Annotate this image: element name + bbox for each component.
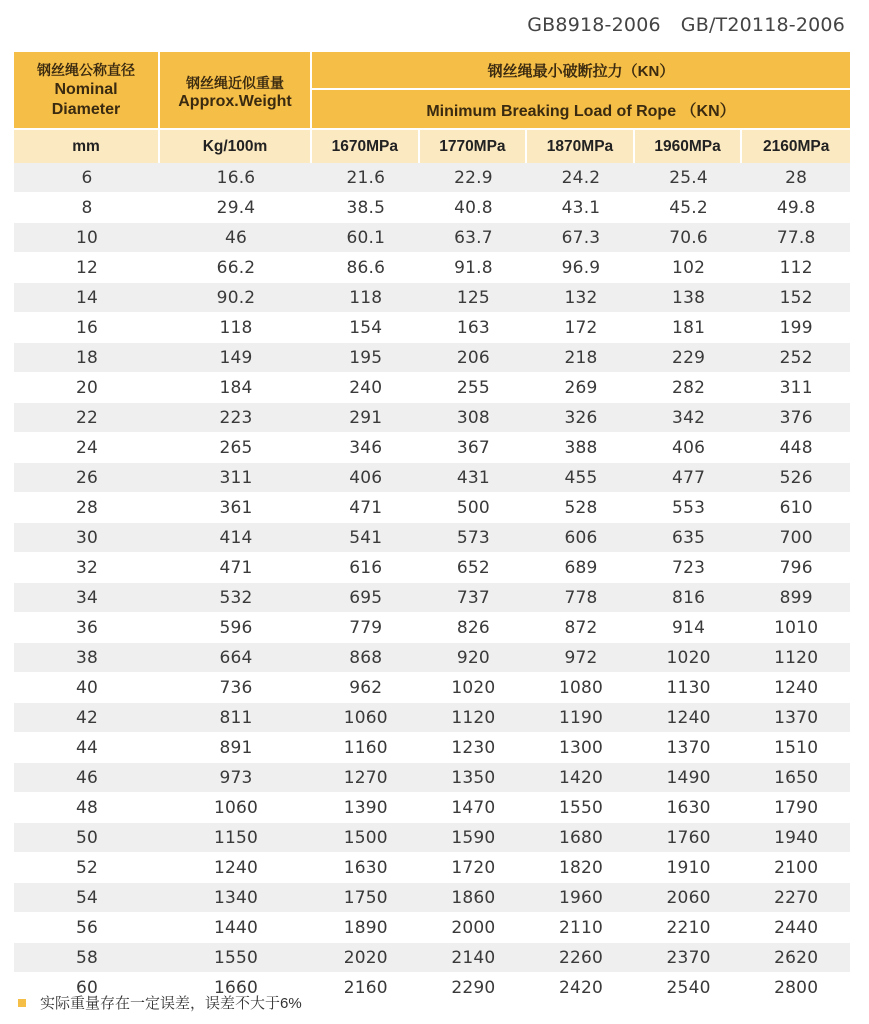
standards-reference: [527, 14, 845, 36]
table-cell: 52: [14, 853, 160, 883]
table-cell: 367: [420, 433, 528, 463]
table-cell: 811: [160, 703, 312, 733]
table-cell: 1910: [635, 853, 743, 883]
table-cell: 361: [160, 493, 312, 523]
table-cell: 2290: [420, 973, 528, 1003]
table-cell: 1340: [160, 883, 312, 913]
table-cell: 282: [635, 373, 743, 403]
table-cell: 21.6: [312, 163, 420, 193]
table-cell: 70.6: [635, 223, 743, 253]
table-cell: 112: [742, 253, 850, 283]
table-cell: 206: [420, 343, 528, 373]
table-cell: 42: [14, 703, 160, 733]
table-cell: 1240: [742, 673, 850, 703]
table-cell: 102: [635, 253, 743, 283]
table-row: [14, 493, 850, 523]
unit-weight: Kg/100m: [160, 130, 312, 163]
table-cell: 60: [14, 973, 160, 1003]
table-cell: 1660: [160, 973, 312, 1003]
table-cell: 91.8: [420, 253, 528, 283]
table-cell: 1300: [527, 733, 635, 763]
table-row: [14, 283, 850, 313]
table-cell: 553: [635, 493, 743, 523]
table-cell: 1120: [742, 643, 850, 673]
table-cell: 1630: [312, 853, 420, 883]
table-cell: 1860: [420, 883, 528, 913]
table-cell: 471: [312, 493, 420, 523]
table-cell: 723: [635, 553, 743, 583]
table-cell: 184: [160, 373, 312, 403]
table-cell: 1490: [635, 763, 743, 793]
table-cell: 2370: [635, 943, 743, 973]
table-cell: 12: [14, 253, 160, 283]
table-cell: 1890: [312, 913, 420, 943]
table-cell: 1160: [312, 733, 420, 763]
table-cell: 154: [312, 313, 420, 343]
table-cell: 90.2: [160, 283, 312, 313]
table-cell: 1960: [527, 883, 635, 913]
table-row: [14, 193, 850, 223]
units-row: [14, 130, 850, 163]
table-cell: 22.9: [420, 163, 528, 193]
table-cell: 1420: [527, 763, 635, 793]
table-cell: 24: [14, 433, 160, 463]
table-cell: 240: [312, 373, 420, 403]
table-cell: 195: [312, 343, 420, 373]
table-cell: 8: [14, 193, 160, 223]
table-cell: 891: [160, 733, 312, 763]
table-cell: 63.7: [420, 223, 528, 253]
standard-gbt20118: GB/T20118-2006: [680, 14, 845, 36]
table-row: [14, 673, 850, 703]
table-row: [14, 463, 850, 493]
table-row: [14, 883, 850, 913]
table-cell: 695: [312, 583, 420, 613]
table-cell: 40: [14, 673, 160, 703]
table-cell: 1820: [527, 853, 635, 883]
table-cell: 60.1: [312, 223, 420, 253]
table-row: [14, 223, 850, 253]
footnote-bullet-icon: [18, 999, 26, 1007]
standard-gb8918: GB8918-2006: [527, 14, 661, 36]
table-cell: 972: [527, 643, 635, 673]
table-row: [14, 643, 850, 673]
table-cell: 779: [312, 613, 420, 643]
table-cell: 2800: [742, 973, 850, 1003]
table-row: [14, 703, 850, 733]
table-cell: 181: [635, 313, 743, 343]
table-cell: 826: [420, 613, 528, 643]
table-cell: 44: [14, 733, 160, 763]
table-cell: 49.8: [742, 193, 850, 223]
table-row: [14, 373, 850, 403]
table-cell: 46: [14, 763, 160, 793]
table-cell: 1680: [527, 823, 635, 853]
table-row: [14, 403, 850, 433]
table-cell: 610: [742, 493, 850, 523]
table-cell: 20: [14, 373, 160, 403]
table-row: [14, 853, 850, 883]
table-body: [14, 163, 850, 1003]
table-cell: 10: [14, 223, 160, 253]
table-cell: 1370: [635, 733, 743, 763]
table-cell: 28: [742, 163, 850, 193]
table-cell: 152: [742, 283, 850, 313]
table-cell: 606: [527, 523, 635, 553]
table-cell: 16: [14, 313, 160, 343]
table-cell: 24.2: [527, 163, 635, 193]
table-cell: 1120: [420, 703, 528, 733]
table-cell: 326: [527, 403, 635, 433]
table-cell: 138: [635, 283, 743, 313]
table-cell: 54: [14, 883, 160, 913]
table-cell: 1150: [160, 823, 312, 853]
table-cell: 2160: [312, 973, 420, 1003]
table-row: [14, 733, 850, 763]
table-cell: 816: [635, 583, 743, 613]
table-cell: 14: [14, 283, 160, 313]
table-cell: 118: [160, 313, 312, 343]
table-cell: 34: [14, 583, 160, 613]
table-cell: 2420: [527, 973, 635, 1003]
unit-1670mpa: 1670MPa: [312, 130, 420, 163]
table-cell: 2440: [742, 913, 850, 943]
table-cell: 2060: [635, 883, 743, 913]
unit-mm: mm: [14, 130, 160, 163]
table-cell: 1720: [420, 853, 528, 883]
table-cell: 1020: [420, 673, 528, 703]
unit-1870mpa: 1870MPa: [527, 130, 635, 163]
table-cell: 541: [312, 523, 420, 553]
table-cell: 218: [527, 343, 635, 373]
table-cell: 477: [635, 463, 743, 493]
table-row: [14, 433, 850, 463]
table-cell: 223: [160, 403, 312, 433]
table-cell: 1470: [420, 793, 528, 823]
header-diameter-zh: 钢丝绳公称直径: [37, 62, 135, 78]
table-cell: 914: [635, 613, 743, 643]
table-cell: 2210: [635, 913, 743, 943]
table-cell: 1440: [160, 913, 312, 943]
table-cell: 118: [312, 283, 420, 313]
table-cell: 1750: [312, 883, 420, 913]
table-cell: 43.1: [527, 193, 635, 223]
unit-1770mpa: 1770MPa: [420, 130, 528, 163]
table-cell: 32: [14, 553, 160, 583]
table-cell: 962: [312, 673, 420, 703]
table-cell: 252: [742, 343, 850, 373]
table-row: [14, 913, 850, 943]
table-cell: 573: [420, 523, 528, 553]
table-cell: 700: [742, 523, 850, 553]
table-cell: 635: [635, 523, 743, 553]
table-cell: 2110: [527, 913, 635, 943]
table-row: [14, 943, 850, 973]
table-cell: 1390: [312, 793, 420, 823]
table-cell: 58: [14, 943, 160, 973]
table-cell: 265: [160, 433, 312, 463]
table-cell: 45.2: [635, 193, 743, 223]
table-row: [14, 253, 850, 283]
table-cell: 50: [14, 823, 160, 853]
header-diameter-en-1: Nominal: [54, 81, 118, 98]
table-cell: 1020: [635, 643, 743, 673]
table-cell: 38: [14, 643, 160, 673]
table-row: [14, 553, 850, 583]
table-row: [14, 823, 850, 853]
table-row: [14, 343, 850, 373]
header-nominal-diameter: [14, 52, 160, 130]
table-cell: 471: [160, 553, 312, 583]
table-cell: 1270: [312, 763, 420, 793]
table-cell: 149: [160, 343, 312, 373]
table-cell: 920: [420, 643, 528, 673]
table-cell: 311: [160, 463, 312, 493]
table-cell: 899: [742, 583, 850, 613]
table-cell: 1550: [527, 793, 635, 823]
table-cell: 1590: [420, 823, 528, 853]
table-cell: 25.4: [635, 163, 743, 193]
table-cell: 431: [420, 463, 528, 493]
table-row: [14, 523, 850, 553]
table-cell: 973: [160, 763, 312, 793]
table-cell: 125: [420, 283, 528, 313]
table-cell: 38.5: [312, 193, 420, 223]
header-weight-en: Approx.Weight: [178, 93, 292, 110]
table-cell: 163: [420, 313, 528, 343]
table-cell: 1190: [527, 703, 635, 733]
table-row: [14, 613, 850, 643]
table-row: [14, 313, 850, 343]
table-cell: 199: [742, 313, 850, 343]
table-cell: 2620: [742, 943, 850, 973]
table-cell: 406: [312, 463, 420, 493]
table-cell: 26: [14, 463, 160, 493]
table-cell: 291: [312, 403, 420, 433]
table-cell: 30: [14, 523, 160, 553]
table-cell: 16.6: [160, 163, 312, 193]
table-cell: 1010: [742, 613, 850, 643]
table-cell: 1650: [742, 763, 850, 793]
table-row: [14, 163, 850, 193]
table-row: [14, 583, 850, 613]
header-load-zh: 钢丝绳最小破断拉力（KN）: [312, 52, 850, 90]
table-row: [14, 793, 850, 823]
table-cell: 406: [635, 433, 743, 463]
table-cell: 2000: [420, 913, 528, 943]
footnote-text: 实际重量存在一定误差，误差不大于6%: [40, 995, 302, 1012]
table-cell: 1130: [635, 673, 743, 703]
table-cell: 96.9: [527, 253, 635, 283]
table-cell: 40.8: [420, 193, 528, 223]
table-cell: 1080: [527, 673, 635, 703]
table-cell: 28: [14, 493, 160, 523]
table-cell: 376: [742, 403, 850, 433]
table-cell: 1940: [742, 823, 850, 853]
table-cell: 132: [527, 283, 635, 313]
table-cell: 22: [14, 403, 160, 433]
table-cell: 2020: [312, 943, 420, 973]
table-cell: 46: [160, 223, 312, 253]
header-weight-zh: 钢丝绳近似重量: [186, 75, 284, 91]
table-cell: 1240: [635, 703, 743, 733]
table-cell: 269: [527, 373, 635, 403]
table-cell: 342: [635, 403, 743, 433]
table-cell: 255: [420, 373, 528, 403]
table-cell: 526: [742, 463, 850, 493]
table-cell: 86.6: [312, 253, 420, 283]
table-cell: 308: [420, 403, 528, 433]
table-cell: 66.2: [160, 253, 312, 283]
table-cell: 1230: [420, 733, 528, 763]
table-row: [14, 763, 850, 793]
table-cell: 2260: [527, 943, 635, 973]
table-cell: 311: [742, 373, 850, 403]
table-cell: 48: [14, 793, 160, 823]
header-approx-weight: [160, 52, 312, 130]
table-cell: 796: [742, 553, 850, 583]
table-cell: 689: [527, 553, 635, 583]
table-cell: 736: [160, 673, 312, 703]
table-cell: 872: [527, 613, 635, 643]
table-cell: 172: [527, 313, 635, 343]
table-cell: 1510: [742, 733, 850, 763]
table-cell: 737: [420, 583, 528, 613]
table-cell: 1060: [160, 793, 312, 823]
table-cell: 778: [527, 583, 635, 613]
footnote: [18, 992, 302, 1013]
table-cell: 414: [160, 523, 312, 553]
rope-spec-table: [14, 52, 850, 1003]
table-cell: 448: [742, 433, 850, 463]
table-cell: 1060: [312, 703, 420, 733]
table-cell: 528: [527, 493, 635, 523]
table-cell: 2140: [420, 943, 528, 973]
table-cell: 500: [420, 493, 528, 523]
table-cell: 616: [312, 553, 420, 583]
table-cell: 77.8: [742, 223, 850, 253]
table-cell: 532: [160, 583, 312, 613]
table-cell: 1240: [160, 853, 312, 883]
table-cell: 388: [527, 433, 635, 463]
table-cell: 1350: [420, 763, 528, 793]
table-cell: 229: [635, 343, 743, 373]
table-cell: 1630: [635, 793, 743, 823]
table-cell: 1370: [742, 703, 850, 733]
header-load-en: Minimum Breaking Load of Rope （KN）: [312, 90, 850, 130]
table-cell: 36: [14, 613, 160, 643]
table-cell: 346: [312, 433, 420, 463]
table-cell: 2100: [742, 853, 850, 883]
table-cell: 1500: [312, 823, 420, 853]
table-cell: 1550: [160, 943, 312, 973]
table-cell: 67.3: [527, 223, 635, 253]
unit-1960mpa: 1960MPa: [635, 130, 743, 163]
table-cell: 868: [312, 643, 420, 673]
table-cell: 1790: [742, 793, 850, 823]
table-cell: 596: [160, 613, 312, 643]
table-cell: 56: [14, 913, 160, 943]
table-cell: 652: [420, 553, 528, 583]
header-diameter-en-2: Diameter: [51, 101, 121, 118]
unit-2160mpa: 2160MPa: [742, 130, 850, 163]
table-cell: 18: [14, 343, 160, 373]
table-cell: 664: [160, 643, 312, 673]
table-cell: 2540: [635, 973, 743, 1003]
table-cell: 29.4: [160, 193, 312, 223]
table-cell: 455: [527, 463, 635, 493]
table-cell: 1760: [635, 823, 743, 853]
table-cell: 6: [14, 163, 160, 193]
table-cell: 2270: [742, 883, 850, 913]
